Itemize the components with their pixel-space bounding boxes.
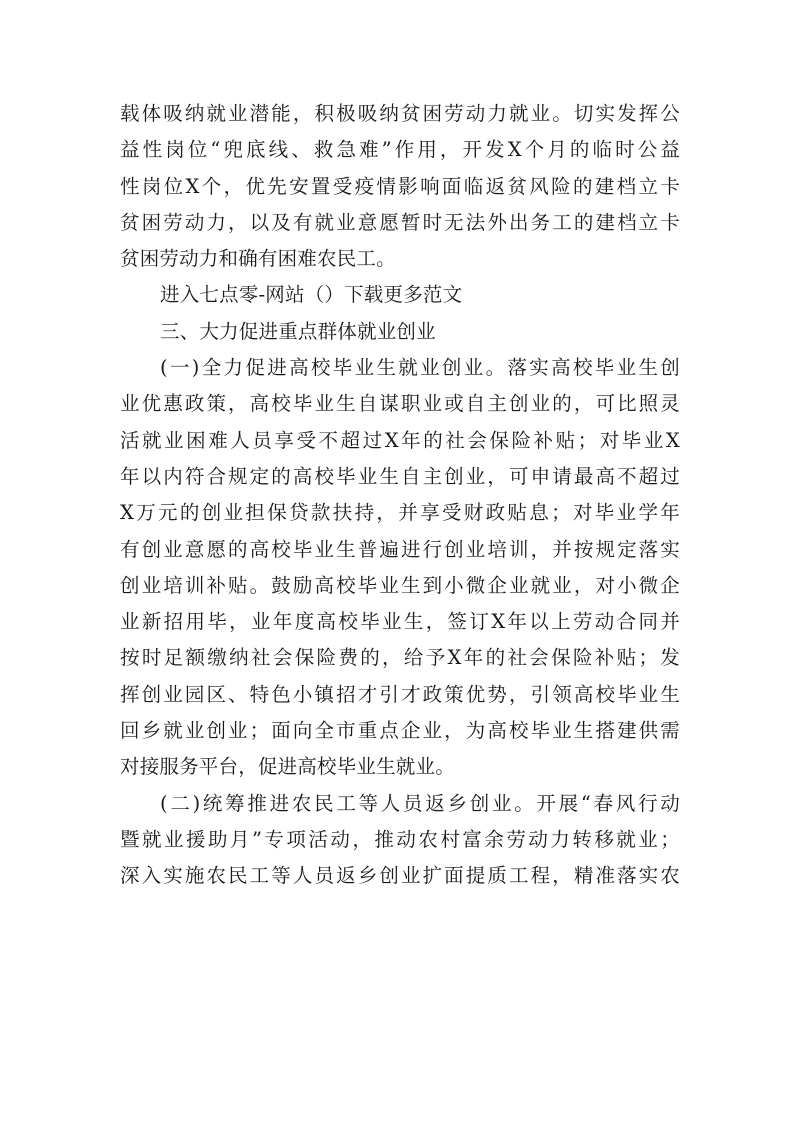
text-line: 贫困劳动力和确有困难农民工。 bbox=[120, 247, 396, 271]
text-line: (二)统筹推进农民工等人员返乡创业。开展“春风行动 bbox=[160, 791, 680, 815]
text-line: 创业培训补贴。鼓励高校毕业生到小微企业就业，对小微企 bbox=[120, 573, 680, 597]
text-line: (一)全力促进高校毕业生就业创业。落实高校毕业生创 bbox=[160, 356, 680, 380]
section-heading-text: 三、大力促进重点群体就业创业 bbox=[160, 319, 436, 343]
text-line: 益性岗位“兜底线、救急难”作用，开发X个月的临时公益 bbox=[120, 138, 680, 162]
paragraph bbox=[120, 350, 680, 786]
text-line: 活就业困难人员享受不超过X年的社会保险补贴；对毕业X bbox=[120, 428, 680, 452]
text-line: 按时足额缴纳社会保险费的，给予X年的社会保险补贴；发 bbox=[120, 646, 680, 670]
paragraph bbox=[120, 96, 680, 277]
section-heading bbox=[120, 314, 680, 350]
document-body bbox=[120, 96, 680, 895]
text-line: 年以内符合规定的高校毕业生自主创业，可申请最高不超过 bbox=[120, 464, 680, 488]
text-line: 对接服务平台，促进高校毕业生就业。 bbox=[120, 755, 455, 779]
text-line: 贫困劳动力，以及有就业意愿暂时无法外出务工的建档立卡 bbox=[120, 210, 680, 234]
text-line: X万元的创业担保贷款扶持，并享受财政贴息；对毕业学年 bbox=[120, 501, 680, 525]
paragraph bbox=[120, 786, 680, 895]
download-more-text: 进入七点零-网站（）下载更多范文 bbox=[160, 283, 463, 307]
text-line: 性岗位X个，优先安置受疫情影响面临返贫风险的建档立卡 bbox=[120, 174, 680, 198]
text-line: 载体吸纳就业潜能，积极吸纳贫困劳动力就业。切实发挥公 bbox=[120, 102, 680, 125]
text-line: 有创业意愿的高校毕业生普遍进行创业培训，并按规定落实 bbox=[120, 537, 680, 561]
text-line: 回乡就业创业；面向全市重点企业，为高校毕业生搭建供需 bbox=[120, 719, 680, 743]
paragraph bbox=[120, 277, 680, 313]
text-line: 暨就业援助月”专项活动，推动农村富余劳动力转移就业； bbox=[120, 827, 680, 851]
text-line: 业新招用毕，业年度高校毕业生，签订X年以上劳动合同并 bbox=[120, 610, 680, 634]
text-line: 挥创业园区、特色小镇招才引才政策优势，引领高校毕业生 bbox=[120, 682, 680, 706]
text-line: 业优惠政策，高校毕业生自谋职业或自主创业的，可比照灵 bbox=[120, 392, 680, 416]
text-line: 深入实施农民工等人员返乡创业扩面提质工程，精准落实农 bbox=[120, 864, 680, 888]
